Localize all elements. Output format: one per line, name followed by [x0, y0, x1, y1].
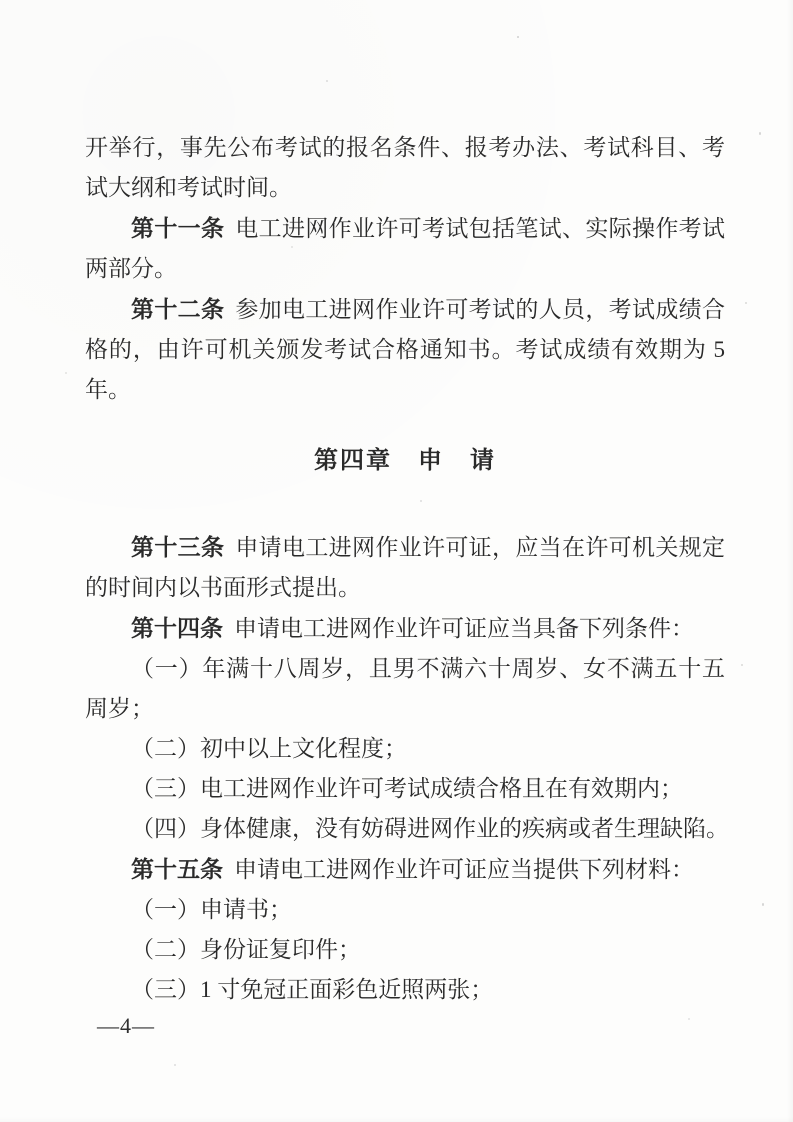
page-number: —4—: [97, 1013, 155, 1038]
document-body: [85, 128, 729, 1010]
article-13-text: 申请电工进网作业许可证，应当在许可机关规定的时间内以书面形式提出。: [85, 535, 726, 600]
article-14-label: 第十四条: [131, 615, 223, 641]
scan-speckle: [688, 1018, 690, 1020]
item-15-3: （三）1 寸免冠正面彩色近照两张；: [131, 977, 494, 1002]
article-14-text: 申请电工进网作业许可证应当具备下列条件：: [234, 616, 694, 641]
scan-speckle: [759, 132, 761, 135]
item-15-2: （二）身份证复印件；: [131, 937, 361, 962]
paragraph-article-14: [85, 608, 725, 649]
scan-speckle: [517, 36, 519, 38]
scan-speckle: [326, 80, 328, 82]
scan-speckle: [174, 1064, 176, 1066]
article-15-text: 申请电工进网作业许可证应当提供下列材料：: [234, 857, 694, 882]
item-14-4: （四）身体健康，没有妨碍进网作业的疾病或者生理缺陷。: [131, 816, 729, 841]
item-14-3: （三）电工进网作业许可考试成绩合格且在有效期内；: [131, 776, 683, 801]
article-11-label: 第十一条: [131, 215, 225, 241]
item-14-1: （一）年满十八周岁，且男不满六十周岁、女不满五十五周岁；: [85, 656, 725, 721]
paragraph-article-11: [85, 208, 725, 289]
chapter-4-heading: 第四章 申 请: [314, 447, 496, 474]
scan-speckle: [762, 903, 764, 906]
scan-speckle: [745, 302, 747, 304]
item-15-1: （一）申请书；: [131, 897, 292, 922]
article-12-label: 第十二条: [131, 296, 225, 322]
scan-speckle: [741, 664, 743, 666]
article-13-label: 第十三条: [131, 534, 225, 560]
paragraph-article-13: [85, 527, 725, 608]
paragraph-continuation: 开举行，事先公布考试的报名条件、报考办法、考试科目、考试大纲和考试时间。: [85, 135, 725, 200]
article-15-label: 第十五条: [131, 856, 223, 882]
scan-speckle: [65, 372, 67, 374]
paragraph-article-12: [85, 289, 725, 410]
paragraph-article-15: [85, 849, 725, 890]
article-12-text: 参加电工进网作业许可考试的人员，考试成绩合格的，由许可机关颁发考试合格通知书。考试成绩有效期为 5 年。: [85, 297, 726, 402]
article-11-text: 电工进网作业许可考试包括笔试、实际操作考试两部分。: [85, 216, 726, 281]
item-14-2: （二）初中以上文化程度；: [131, 736, 407, 761]
